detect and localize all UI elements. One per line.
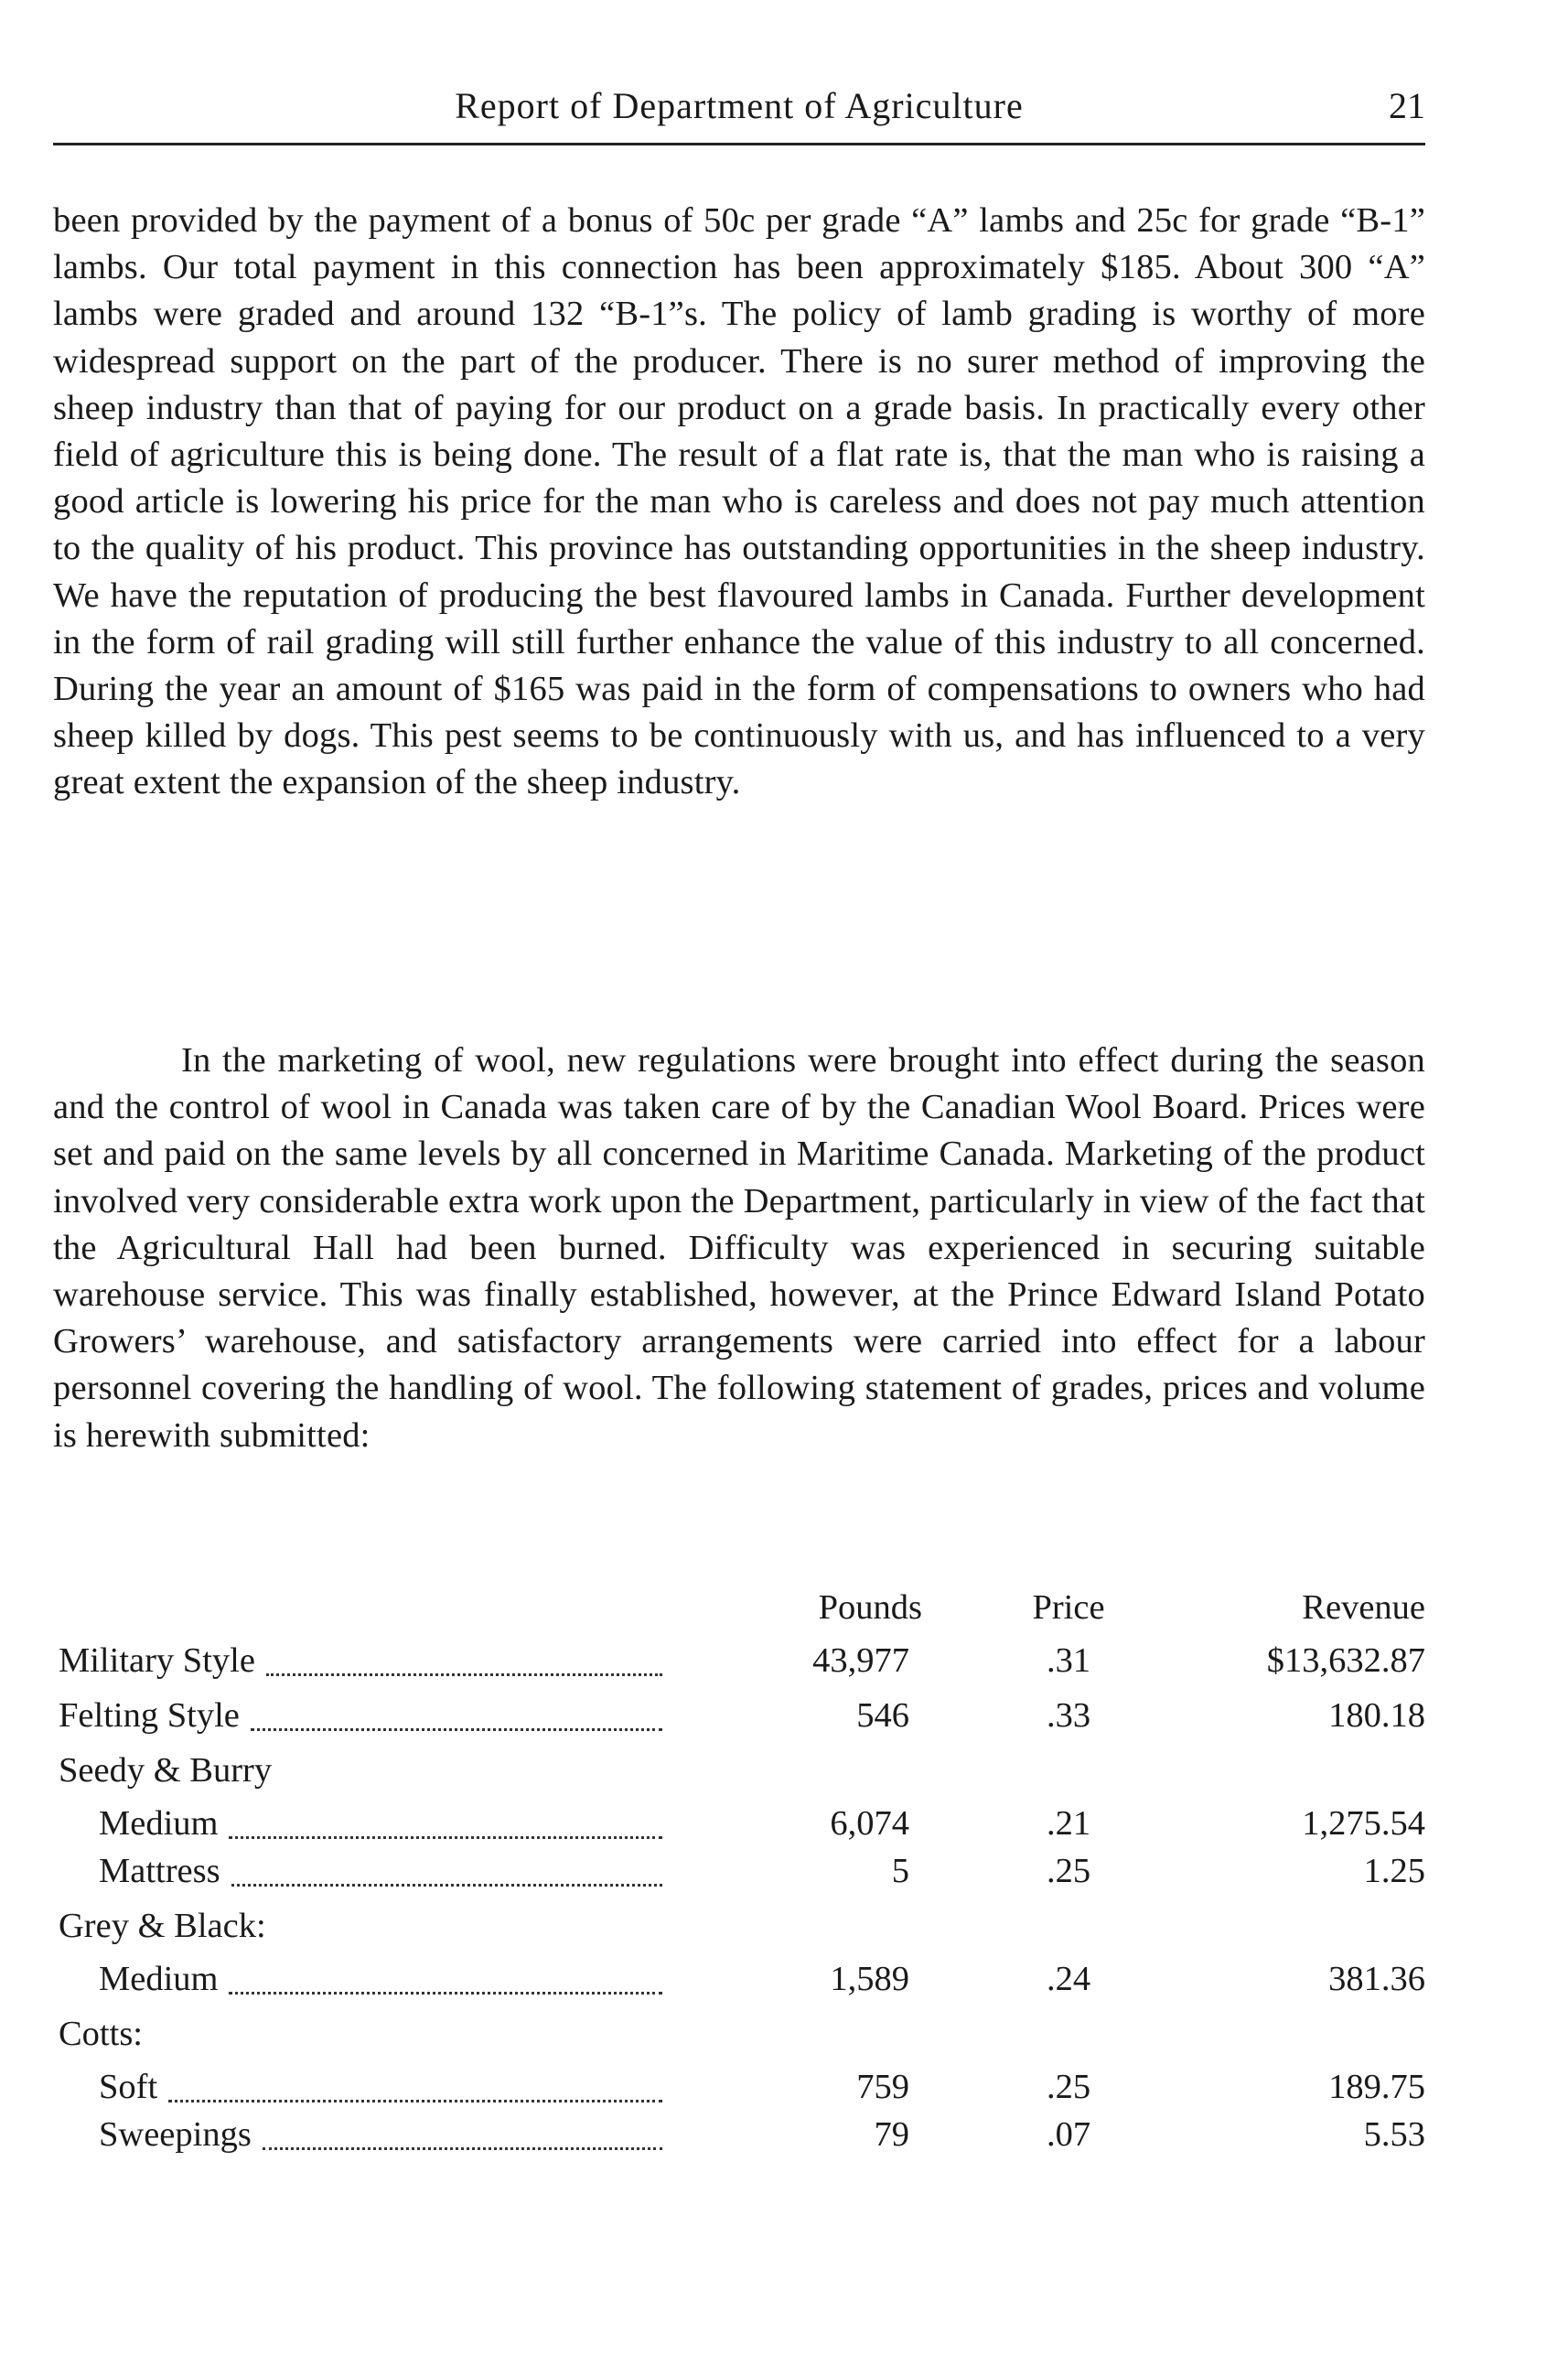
pounds-value: 546	[856, 1696, 909, 1735]
page-number: 21	[1389, 85, 1425, 126]
group-label-text: Grey & Black:	[59, 1907, 266, 1945]
table-row	[53, 1691, 1425, 1746]
price-value: .25	[1046, 2068, 1091, 2106]
table-row	[53, 2062, 1425, 2110]
pounds-value: 1,589	[830, 1960, 909, 1998]
pounds-value: 6,074	[830, 1804, 909, 1843]
table-group-row	[53, 1901, 1425, 1954]
price-value: .33	[1046, 1696, 1091, 1735]
dot-leader	[229, 1836, 662, 1839]
row-label-text: Mattress	[99, 1852, 220, 1890]
row-label	[99, 2110, 662, 2159]
table-group-row	[53, 2009, 1425, 2062]
row-label-text: Medium	[99, 1960, 219, 1998]
row-label	[99, 2062, 662, 2112]
wool-statement-table	[53, 1583, 1425, 2165]
table-row	[53, 1799, 1425, 1846]
dot-leader	[229, 1992, 662, 1995]
document-page	[53, 0, 1425, 2355]
pounds-value: 759	[856, 2068, 909, 2106]
revenue-value: $13,632.87	[1266, 1641, 1425, 1680]
table-group-row	[53, 1746, 1425, 1799]
row-label	[99, 1954, 662, 2004]
row-label-text: Sweepings	[99, 2115, 252, 2154]
pounds-value: 5	[891, 1852, 909, 1890]
price-value: .07	[1046, 2115, 1091, 2154]
page-header	[53, 82, 1425, 145]
group-label-text: Seedy & Burry	[59, 1751, 273, 1790]
revenue-value: 180.18	[1328, 1696, 1425, 1735]
row-label	[99, 1799, 662, 1848]
group-label	[59, 1901, 662, 1951]
row-label-text: Military Style	[59, 1641, 255, 1680]
dot-leader	[263, 2147, 662, 2150]
row-label-text: Soft	[99, 2068, 158, 2106]
column-header-pounds: Pounds	[818, 1588, 922, 1627]
column-header-revenue: Revenue	[1302, 1588, 1425, 1627]
price-value: .24	[1046, 1960, 1091, 1998]
price-value: .21	[1046, 1804, 1091, 1843]
running-title: Report of Department of Agriculture	[455, 85, 1024, 126]
table-row	[53, 2110, 1425, 2165]
dot-leader	[266, 1673, 662, 1676]
dot-leader	[231, 1884, 662, 1887]
revenue-value: 189.75	[1328, 2068, 1425, 2106]
group-label-text: Cotts:	[59, 2015, 144, 2053]
body-paragraph: In the marketing of wool, new regulations were brought into effect during the season and the control of wool in Canada was taken care of by the Canadian Wool Board. Prices were set and paid on the same levels by all concerned in Maritime Canada. Marketing of the product involved very considerable extra work upon the Department, particularly in view of the fact that the Agricultural Hall had been burned. Difficulty was experienced in securing suitable warehouse service. This was finally established, however, at the Prince Edward Island Potato Growers’ warehouse, and satisfactory arrangements were carried into effect for a labour personnel covering the handling of wool. The following statement of grades, prices and volume is herewith submitted:	[53, 1041, 1425, 1455]
revenue-value: 381.36	[1328, 1960, 1425, 1998]
table-row	[53, 1954, 1425, 2009]
table-row	[53, 1846, 1425, 1901]
revenue-value: 1,275.54	[1302, 1804, 1425, 1843]
table-header-row	[53, 1583, 1425, 1636]
revenue-value: 5.53	[1363, 2115, 1425, 2154]
column-header-price: Price	[1032, 1588, 1105, 1627]
price-value: .31	[1046, 1641, 1091, 1680]
dot-leader	[168, 2100, 662, 2102]
row-label	[59, 1636, 662, 1685]
pounds-value: 43,977	[812, 1641, 909, 1680]
row-label-text: Felting Style	[59, 1696, 240, 1735]
table-row	[53, 1636, 1425, 1691]
pounds-value: 79	[874, 2115, 909, 2154]
row-label-text: Medium	[99, 1804, 219, 1843]
revenue-value: 1.25	[1363, 1852, 1425, 1890]
group-label	[59, 2009, 662, 2059]
price-value: .25	[1046, 1852, 1091, 1890]
row-label	[99, 1846, 662, 1896]
group-label	[59, 1746, 662, 1795]
dot-leader	[251, 1728, 662, 1731]
body-paragraph: been provided by the payment of a bonus of 50c per grade “A” lambs and 25c for grade “B-1” lambs. Our total payment in this connection has been approximately $185. About 300 “A” lambs were graded and around 132 “B-1”s. The policy of lamb grading is worthy of more widespread support on the part of the producer. There is no surer method of improving the sheep industry than that of paying for our product on a grade basis. In practically every other field of agriculture this is being done. The result of a flat rate is, that the man who is raising a good article is lowering his price for the man who is careless and does not pay much attention to the quality of his product. This province has outstanding opportunities in the sheep industry. We have the reputation of producing the best flavoured lambs in Canada. Further development in the form of rail grading will still further enhance the value of this industry to all concerned. During the year an amount of $165 was paid in the form of compensations to owners who had sheep killed by dogs. This pest seems to be continuously with us, and has influenced to a very great extent the expansion of the sheep industry.	[53, 201, 1425, 802]
row-label	[59, 1691, 662, 1740]
